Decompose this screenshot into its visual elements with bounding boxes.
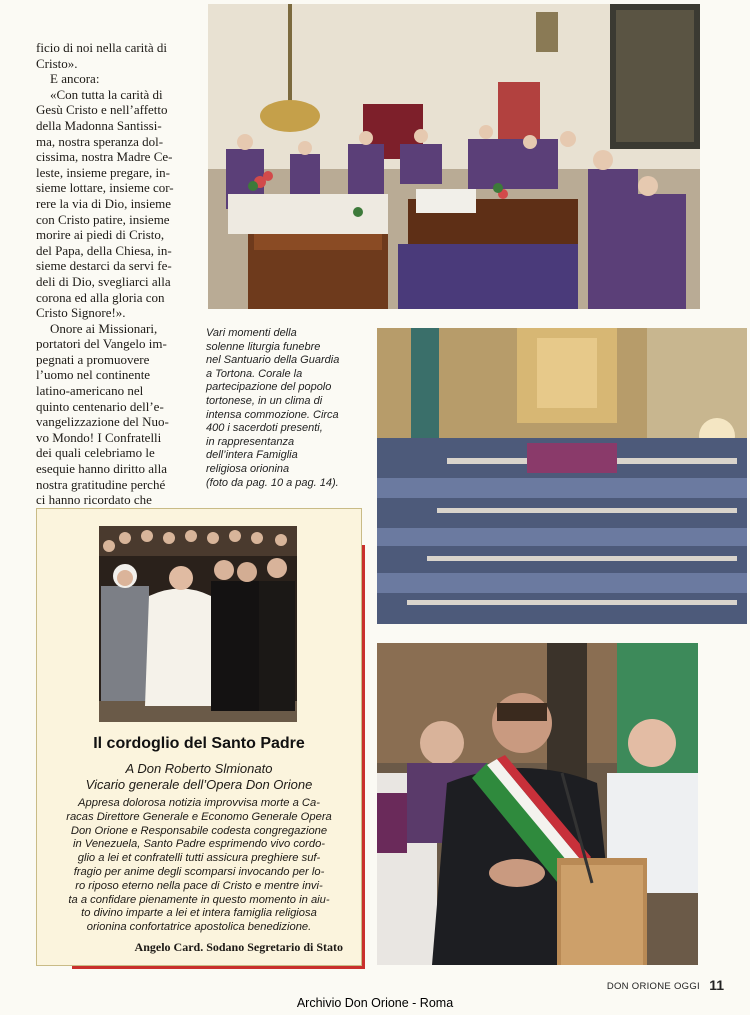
article-body-text <box>36 40 192 539</box>
telegram-line: Appresa dolorosa notizia improvvisa morte a Ca- <box>78 797 320 809</box>
photo-pope-with-religious <box>99 526 297 722</box>
caption-line: in rappresentanza <box>206 435 295 448</box>
text-line: E ancora: <box>50 71 100 87</box>
text-line: nostra gratitudine perché <box>36 476 166 492</box>
text-line: deli di Dio, svegliarci alla <box>36 273 171 289</box>
text-line: ficio di noi nella carità di <box>36 40 168 55</box>
text-line: ci hanno ricordato che <box>36 492 152 508</box>
text-line: Onore ai Missionari, <box>50 320 158 336</box>
telegram-line: ro riposo eterno nella pace di Cristo e mentre invi- <box>75 879 323 892</box>
text-line: sieme destarci da servi fe- <box>36 258 172 274</box>
photo-funeral-altar <box>208 4 700 309</box>
addressee-line: A Don Roberto Slmionato <box>125 761 273 776</box>
text-line: del Papa, della Chiesa, in- <box>36 242 172 258</box>
text-line: rere la via di Dio, insieme <box>36 195 172 211</box>
caption-line: intensa commozione. Circa <box>206 408 339 421</box>
box-title: Il cordoglio del Santo Padre <box>93 735 305 752</box>
text-line: latino-americano nel <box>36 383 144 399</box>
text-line: con Cristo patire, insieme <box>36 211 170 227</box>
text-line: Gesù Cristo e nell’affetto <box>36 102 168 118</box>
caption-line: religiosa orionina <box>206 462 290 475</box>
telegram-line: fragio per anime degli scomparsi invocando per lo- <box>73 865 325 878</box>
addressee-line: Vicario generale dell’Opera Don Orione <box>85 777 313 792</box>
telegram-line: orionina confortatrice apostolica benedizione. <box>86 921 312 934</box>
text-line: cissima, nostra Madre Ce- <box>36 149 173 165</box>
caption-line: (foto da pag. 10 a pag. 14). <box>206 476 339 489</box>
text-line: della Madonna Santissi- <box>36 117 162 133</box>
photo-caption <box>206 327 372 490</box>
text-line: Cristo». <box>36 55 78 71</box>
telegram-line: glio a lei et confratelli tutti assicura preghiere suf- <box>77 852 321 865</box>
caption-line: dell’intera Famiglia <box>206 449 298 462</box>
text-line: leste, insieme pregare, in- <box>36 164 170 180</box>
text-line: ma, nostra speranza dol- <box>36 133 164 149</box>
text-line: esequie hanno diritto alla <box>36 461 168 477</box>
telegram-line: ta a confidare pienamente in questo momento in aiu- <box>68 893 330 906</box>
pope-condolence-box <box>36 508 362 966</box>
caption-line: 400 i sacerdoti presenti, <box>206 422 323 435</box>
caption-line: partecipazione del popolo <box>206 381 332 394</box>
magazine-name: DON ORIONE OGGI <box>606 981 700 992</box>
text-line: portatori del Vangelo im- <box>36 336 167 352</box>
photo-sanctuary-crowd <box>377 328 747 624</box>
telegram-line: in Venezuela, Santo Padre esprimendo vivo cordo- <box>72 838 326 851</box>
text-line: quinto centenario dell’e- <box>36 398 164 414</box>
text-line: pegnati a promuovere <box>36 351 150 367</box>
text-line: Cristo Signore!». <box>36 305 126 321</box>
text-line: l’uomo nel continente <box>36 367 151 383</box>
telegram-text <box>51 797 347 935</box>
page-number: 11 <box>709 977 724 993</box>
text-line: morire ai piedi di Cristo, <box>36 227 165 243</box>
caption-line: Vari momenti della <box>206 327 297 339</box>
telegram-line: to divino imparte a lei et intera famiglia religiosa <box>81 907 317 920</box>
photo-mayor-speaking <box>377 643 698 965</box>
telegram-line: Don Orione e Responsabile codesta congregazione <box>70 824 328 837</box>
caption-line: nel Santuario della Guardia <box>206 354 340 367</box>
text-line: corona ed alla gloria con <box>36 289 165 305</box>
archive-watermark: Archivio Don Orione - Roma <box>296 996 454 1010</box>
telegram-line: racas Direttore Generale e Economo Generale Opera <box>66 810 332 823</box>
box-addressee <box>37 761 361 793</box>
text-line: sieme lottare, insieme cor- <box>36 180 174 196</box>
text-line: vo Mondo! I Confratelli <box>36 429 162 445</box>
text-line: vangelizzazione del Nuo- <box>36 414 169 430</box>
text-line: «Con tutta la carità di <box>50 86 163 102</box>
caption-line: a Tortona. Corale la <box>206 367 303 380</box>
telegram-signature: Angelo Card. Sodano Segretario di Stato <box>134 940 343 954</box>
text-line: dei quali celebriamo le <box>36 445 155 461</box>
caption-line: solenne liturgia funebre <box>206 340 321 353</box>
caption-line: tortonese, in un clima di <box>206 394 323 407</box>
